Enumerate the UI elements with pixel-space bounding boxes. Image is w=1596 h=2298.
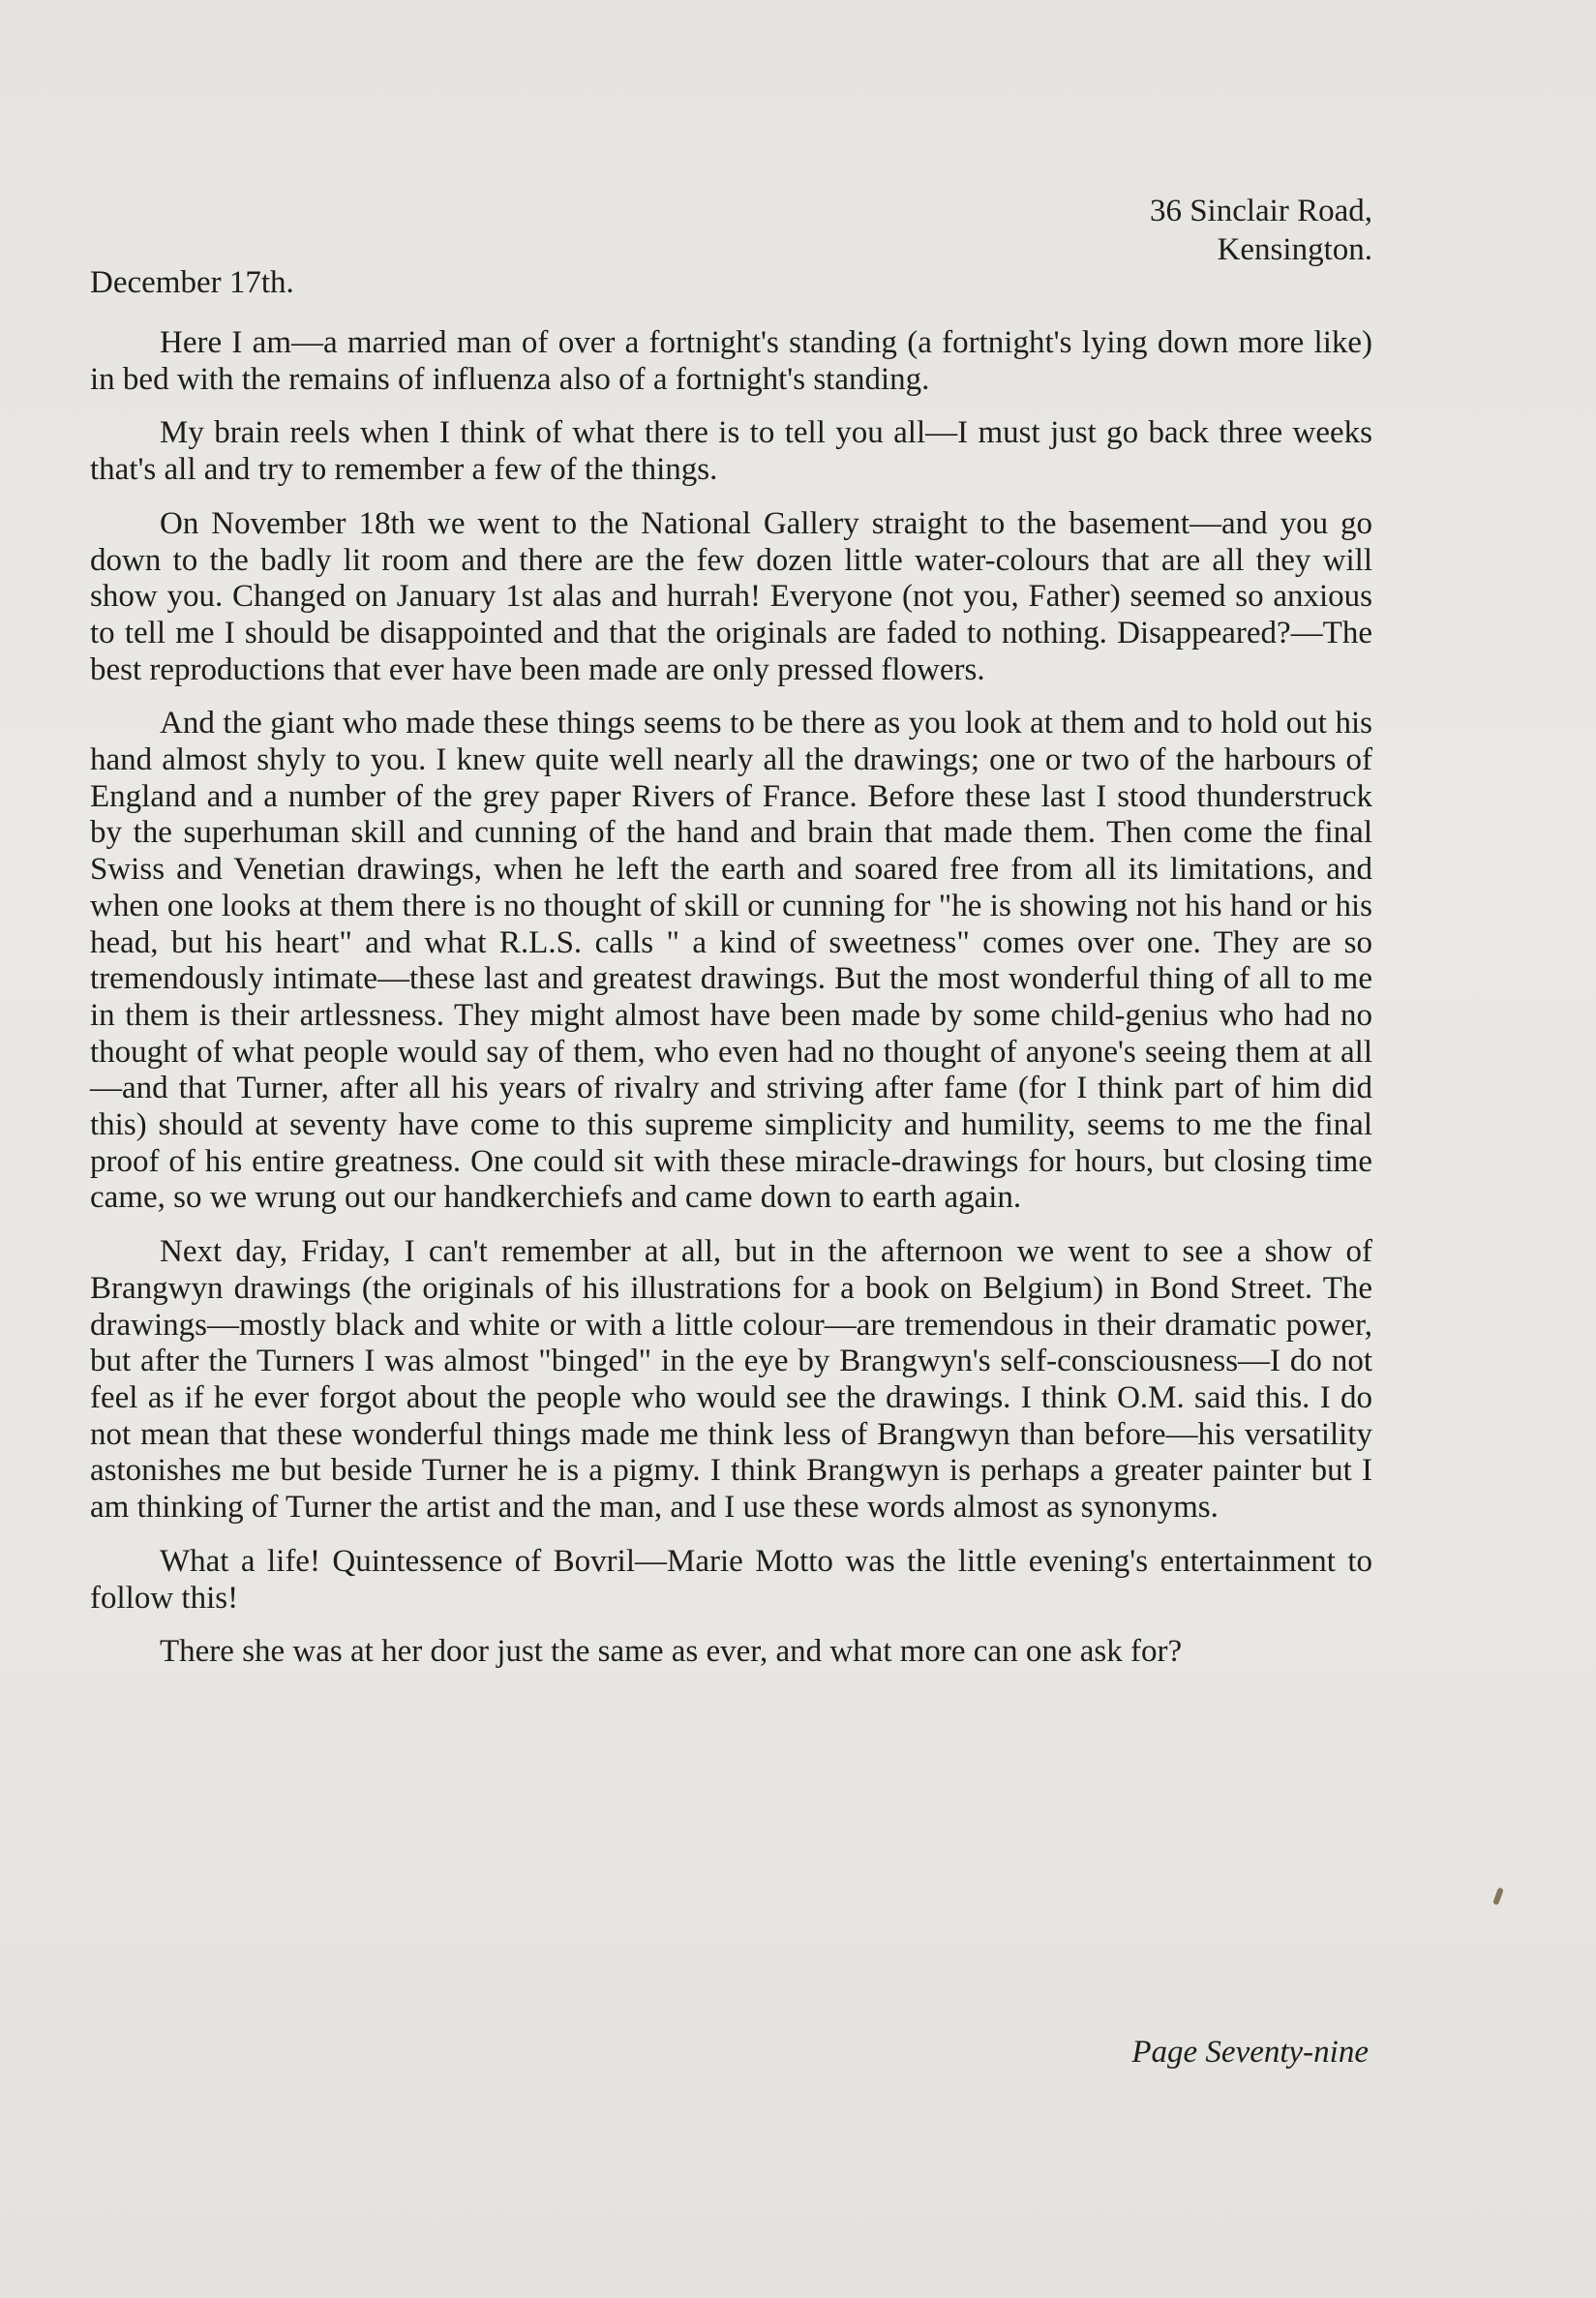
paragraph-what-a-life: What a life! Quintessence of Bovril—Marie Motto was the little evening's entertainment to follow this! bbox=[90, 1543, 1372, 1616]
paragraph-national-gallery: On November 18th we went to the National Gallery straight to the basement—and you go down to the badly lit room and there are the few dozen little water-colours that are all they will show you. Changed on January 1st alas and hurrah! Everyone (not you, Father) seemed so anxious to tell me I should be disappointed and that the originals are faded to nothing. Disappeared?—The best reproductions that ever have been made are only pressed flowers. bbox=[90, 505, 1372, 687]
page-number: Page Seventy-nine bbox=[1131, 2035, 1369, 2070]
sender-address bbox=[90, 192, 1372, 269]
paragraph-turner-drawings: And the giant who made these things seems to be there as you look at them and to hold out his hand almost shyly to you. I knew quite well nearly all the drawings; one or two of the harbours of England and a number of the grey paper Rivers of France. Before these last I stood thunderstruck by the superhuman skill and cunning of the hand and brain that made them. Then come the final Swiss and Venetian drawings, when he left the earth and soared free from all its limitations, and when one looks at them there is no thought of skill or cunning for "he is showing not his hand or his head, but his heart" and what R.L.S. calls " a kind of sweetness" comes over one. They are so tremendously intimate—these last and greatest drawings. But the most wonderful thing of all to me in them is their artlessness. They might almost have been made by some child-genius who had no thought of what people would say of them, who even had no thought of anyone's seeing them at all—and that Turner, after all his years of rivalry and striving after fame (for I think part of him did this) should at seventy have come to this supreme simplicity and humility, seems to me the final proof of his entire greatness. One could sit with these miracle-drawings for hours, but closing time came, so we wrung out our handkerchiefs and came down to earth again. bbox=[90, 706, 1372, 1216]
paragraph-at-her-door: There she was at her door just the same as ever, and what more can one ask for? bbox=[160, 1634, 1183, 1670]
paragraph-brain-reels: My brain reels when I think of what there is to tell you all—I must just go back three weeks that's all and try to remember a few of the things. bbox=[90, 415, 1372, 488]
paragraph-intro: Here I am—a married man of over a fortnight's standing (a fortnight's lying down more like) in bed with the remains of influenza also of a fortnight's standing. bbox=[90, 325, 1372, 397]
letter-date: December 17th. bbox=[90, 265, 294, 300]
paragraph-brangwyn: Next day, Friday, I can't remember at all, but in the afternoon we went to see a show of Brangwyn drawings (the originals of his illustrations for a book on Belgium) in Bond Street. The drawings—mostly black and white or with a little colour—are tremendous in their dramatic power, but after the Turners I was almost "binged" in the eye by Brangwyn's self-consciousness—I do not feel as if he ever forgot about the people who would see the drawings. I think O.M. said this. I do not mean that these wonderful things made me think less of Brangwyn than before—his versatility astonishes me but beside Turner he is a pigmy. I think Brangwyn is perhaps a greater painter but I am thinking of Turner the artist and the man, and I use these words almost as synonyms. bbox=[90, 1234, 1372, 1526]
paper-mark bbox=[1492, 1888, 1504, 1906]
letter-body bbox=[90, 192, 1372, 1671]
letter-text bbox=[90, 325, 1372, 1671]
address-line-district: Kensington. bbox=[1217, 232, 1372, 267]
address-line-street: 36 Sinclair Road, bbox=[1149, 194, 1372, 228]
